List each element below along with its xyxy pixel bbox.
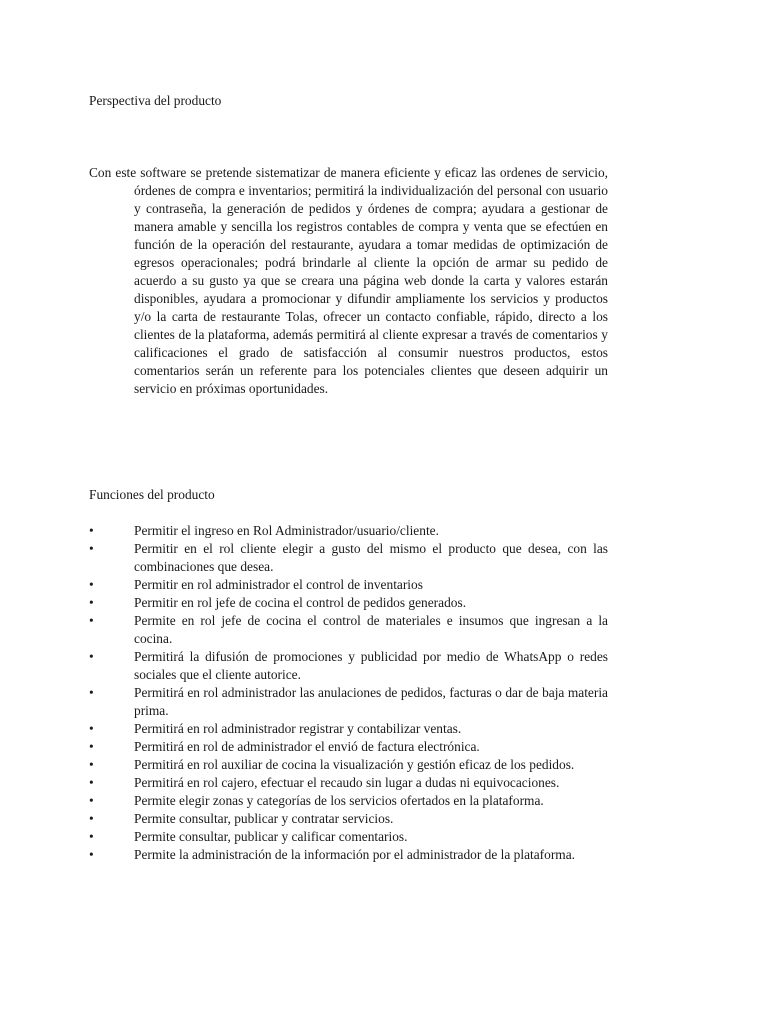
list-item-text: Permitirá en rol administrador las anulaciones de pedidos, facturas o dar de baja materia prima.: [134, 685, 608, 718]
bullet-icon: •: [89, 541, 94, 556]
features-list: [89, 522, 608, 864]
list-item: [89, 540, 608, 576]
list-item: [89, 846, 608, 864]
bullet-icon: •: [89, 739, 94, 754]
list-item-text: Permitirá en rol de administrador el envió de factura electrónica.: [134, 739, 480, 754]
list-item-text: Permitir en el rol cliente elegir a gusto del mismo el producto que desea, con las combinaciones que desea.: [134, 541, 608, 574]
list-item-text: Permitir el ingreso en Rol Administrador/usuario/cliente.: [134, 523, 439, 538]
bullet-icon: •: [89, 577, 94, 592]
list-item-text: Permitir en rol administrador el control de inventarios: [134, 577, 423, 592]
list-item-text: Permitirá en rol cajero, efectuar el recaudo sin lugar a dudas ni equivocaciones.: [134, 775, 560, 790]
list-item: [89, 522, 608, 540]
list-item: [89, 612, 608, 648]
bullet-icon: •: [89, 721, 94, 736]
list-item-text: Permitir en rol jefe de cocina el control de pedidos generados.: [134, 595, 467, 610]
list-item: [89, 828, 608, 846]
list-item-text: Permite consultar, publicar y contratar servicios.: [134, 811, 394, 826]
list-item-text: Permite consultar, publicar y calificar comentarios.: [134, 829, 408, 844]
bullet-icon: •: [89, 613, 94, 628]
list-item: [89, 648, 608, 684]
bullet-icon: •: [89, 595, 94, 610]
bullet-icon: •: [89, 523, 94, 538]
list-item: [89, 720, 608, 738]
list-item: [89, 738, 608, 756]
section-title-perspectiva: Perspectiva del producto: [89, 93, 222, 108]
list-item: [89, 576, 608, 594]
bullet-icon: •: [89, 757, 94, 772]
list-item-text: Permitirá en rol auxiliar de cocina la visualización y gestión eficaz de los pedidos.: [134, 757, 575, 772]
bullet-icon: •: [89, 649, 94, 664]
list-item: [89, 774, 608, 792]
bullet-icon: •: [89, 685, 94, 700]
bullet-icon: •: [89, 775, 94, 790]
list-item: [89, 810, 608, 828]
list-item-text: Permite la administración de la información por el administrador de la plataforma.: [134, 847, 575, 862]
list-item-text: Permite elegir zonas y categorías de los servicios ofertados en la plataforma.: [134, 793, 544, 808]
intro-paragraph: Con este software se pretende sistematizar de manera eficiente y eficaz las ordenes de servicio, órdenes de compra e inventarios; permitirá la individualización del personal con usuario y contraseña, la generación de pedidos y órdenes de compra; ayudara a gestionar de manera amable y sencilla los registros contables de compra y venta que se efectúen en función de la operación del restaurante, ayudara a tomar medidas de optimización de egresos operacionales; podrá brindarle al cliente la opción de armar su pedido de acuerdo a su gusto ya que se creara una página web donde la carta y valores estarán disponibles, ayudara a promocionar y difundir ampliamente los servicios y productos y/o la carta de restaurante Tolas, ofrecer un contacto confiable, rápido, directo a los clientes de la plataforma, además permitirá al cliente expresar a través de comentarios y calificaciones el grado de satisfacción al consumir nuestros productos, estos comentarios serán un referente para los potenciales clientes que deseen adquirir un servicio en próximas oportunidades.: [89, 165, 608, 396]
list-item: [89, 684, 608, 720]
list-item-text: Permite en rol jefe de cocina el control de materiales e insumos que ingresan a la cocina.: [134, 613, 608, 646]
list-item: [89, 756, 608, 774]
list-item-text: Permitirá la difusión de promociones y publicidad por medio de WhatsApp o redes sociales que el cliente autorice.: [134, 649, 608, 682]
bullet-icon: •: [89, 847, 94, 862]
bullet-icon: •: [89, 811, 94, 826]
bullet-icon: •: [89, 829, 94, 844]
list-item: [89, 792, 608, 810]
list-item: [89, 594, 608, 612]
bullet-icon: •: [89, 793, 94, 808]
section-title-funciones: Funciones del producto: [89, 487, 215, 502]
list-item-text: Permitirá en rol administrador registrar y contabilizar ventas.: [134, 721, 462, 736]
